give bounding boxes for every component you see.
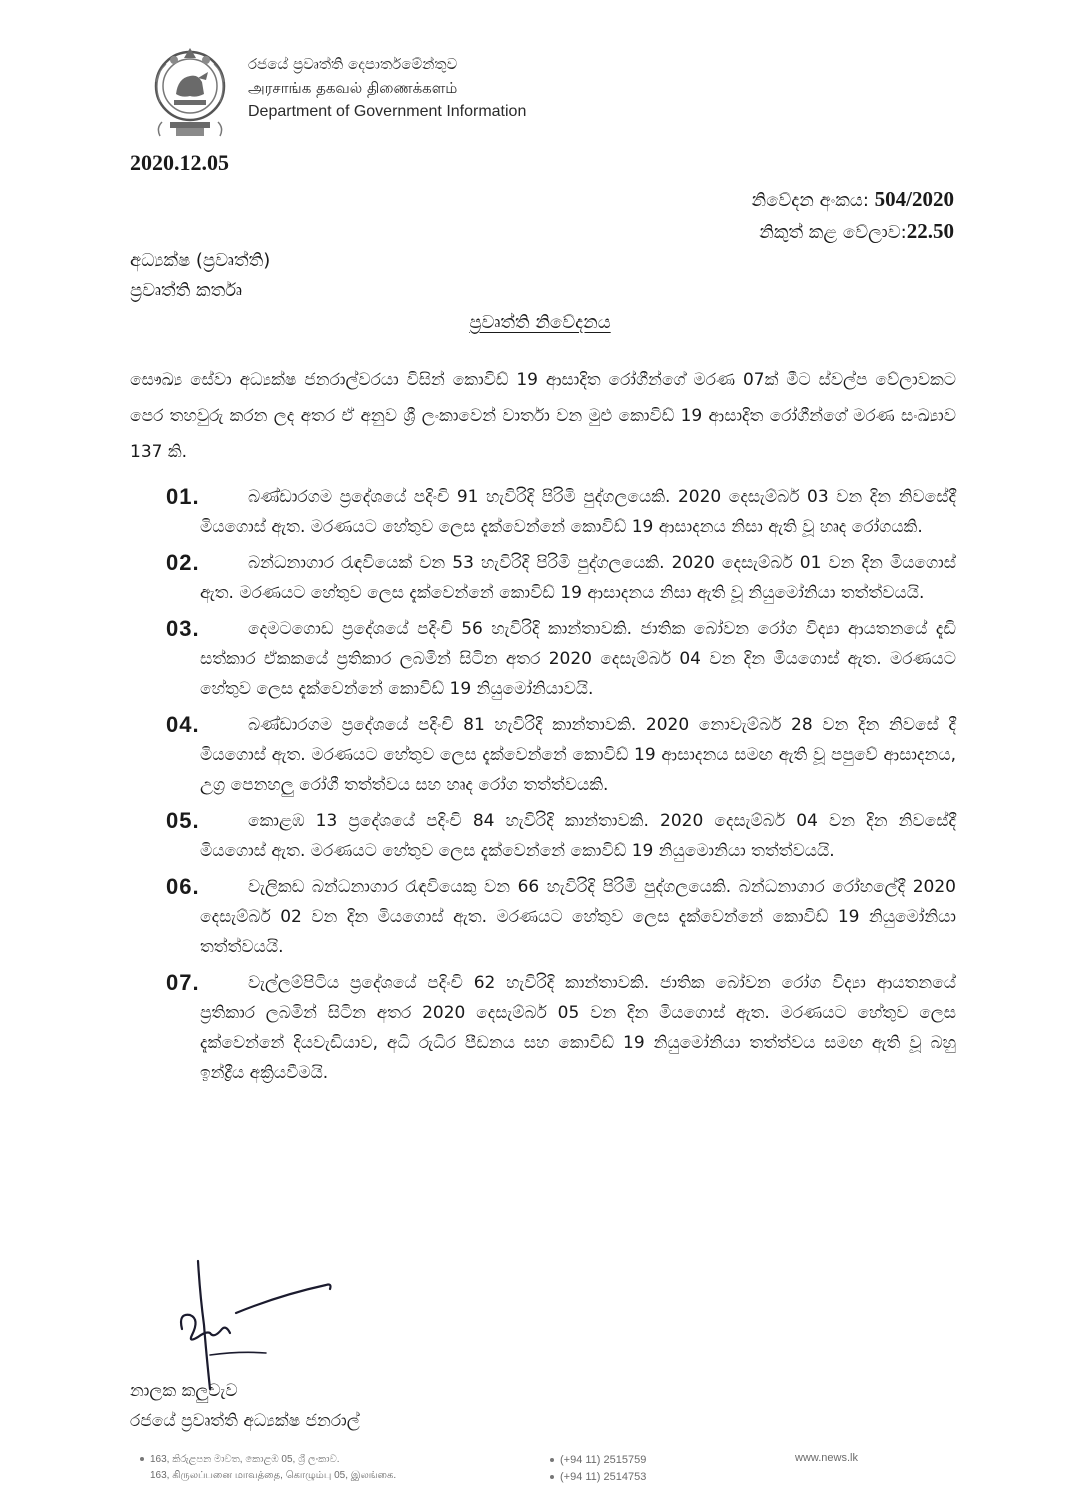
reference-block — [751, 184, 954, 248]
release-date: 2020.12.05 — [130, 150, 229, 175]
intro-paragraph: සෞඛ්‍ය සේවා අධ්‍යක්ෂ ජනරාල්වරයා විසින් කොවිඩ් 19 ආසාදිත රෝගීන්ගේ මරණ 07ක් මීට ස්වල්ප වේලාවකට පෙර තහවුරු කරන ලද අතර ඒ අනුව ශ්‍රී ලංකාවෙන් වාර්තා වන මුළු කොවිඩ් 19 ආසාදිත රෝගීන්ගේ මරණ සංඛ්‍යාව 137 කි. — [130, 370, 956, 462]
list-item — [166, 806, 956, 866]
footer — [140, 1452, 940, 1491]
fax-icon — [550, 1475, 554, 1479]
item-number: 05. — [166, 808, 200, 833]
list-item — [166, 614, 956, 704]
list-item — [166, 710, 956, 800]
footer-website[interactable]: www.news.lk — [795, 1452, 858, 1464]
state-emblem-icon — [140, 42, 240, 142]
signer-name: නාලක කලුවැව — [130, 1381, 238, 1401]
list-item — [166, 482, 956, 542]
footer-phone-text: (+94 11) 2514753 — [560, 1471, 647, 1483]
footer-phone-line — [550, 1469, 646, 1486]
release-time — [751, 216, 954, 248]
death-cases-list — [166, 482, 956, 1094]
footer-address — [140, 1452, 396, 1484]
footer-address-line — [140, 1452, 396, 1468]
item-text: දෙමටගොඩ ප්‍රදේශයේ පදිංචි 56 හැවිරිදි කාන්තාවකි. ජාතික බෝවන රෝග විද්‍යා ආයතනයේ දැඩි සත්කාර ඒකකයේ ප්‍රතිකාර ලබමින් සිටින අතර 2020 දෙසැම්බර් 04 වන දින මියගොස් ඇත. මරණයට හේතුව ලෙස දැක්වෙන්නේ කොවිඩ් 19 නියුමෝනියාවයි. — [200, 619, 956, 699]
item-number: 02. — [166, 550, 200, 575]
document-heading — [0, 312, 1080, 333]
footer-address-text: 163, කිරුළපන මාවත, කොළඹ 05, ශ්‍රී ලංකාව. — [150, 1454, 340, 1465]
letterhead-tamil: அரசாங்க தகவல் திணைக்களம் — [248, 79, 458, 97]
footer-phone-line — [550, 1452, 646, 1469]
item-text: බන්ධනාගාර රැඳවියෙක් වන 53 හැවිරිදි පිරිමි පුද්ගලයෙකි. 2020 දෙසැම්බර් 01 වන දින මියගොස් ඇත. මරණයට හේතුව ලෙස දැක්වෙන්නේ කොවිඩ් 19 ආසාදනය නිසා ඇති වූ නියුමෝනියා තත්ත්වයයි. — [200, 553, 956, 603]
item-text: කොළඹ 13 ප්‍රදේශයේ පදිංචි 84 හැවිරිදි කාන්තාවකි. 2020 දෙසැම්බර් 04 වන දින නිවසේදී මියගොස් ඇත. මරණයට හේතුව ලෙස දැක්වෙන්නේ කොවිඩ් 19 නියුමොනියා තත්ත්වයයි. — [200, 811, 956, 861]
item-text: වැල්ලම්පිටිය ප්‍රදේශයේ පදිංචි 62 හැවිරිදි කාන්තාවකි. ජාතික බෝවන රෝග විද්‍යා ආයතනයේ ප්‍රතිකාර ලබමින් සිටින අතර 2020 දෙසැම්බර් 05 වන දින මියගොස් ඇත. මරණයට හේතුව ලෙස දැක්වෙන්නේ දියවැඩියාව, අධි රුධිර පීඩනය සහ කොවිඩ් 19 නියුමෝනියා තත්ත්වය සමඟ ඇති වූ බහු ඉන්ද්‍රීය අක්‍රියවීමයි. — [200, 973, 956, 1083]
item-number: 06. — [166, 874, 200, 899]
item-text: බණ්ඩාරගම ප්‍රදේශයේ පදිංචි 81 හැවිරිදි කාන්තාවකි. 2020 නොවැම්බර් 28 වන දින නිවසේ දී මියගොස් ඇත. මරණයට හේතුව ලෙස දැක්වෙන්නේ කොවිඩ් 19 ආසාදනය සමඟ ඇති වූ පපුවේ ආසාදනය, උග්‍ර පෙනහලු රෝගී තත්ත්වය සහ හෘද රෝග තත්ත්වයකි. — [200, 715, 956, 795]
heading-text: ප්‍රවෘත්ති නිවේදනය — [469, 312, 611, 333]
item-number: 01. — [166, 484, 200, 509]
handwritten-signature — [170, 1255, 350, 1395]
bullet-icon — [140, 1457, 144, 1461]
release-time-label: නිකුත් කළ වේලාව: — [759, 222, 907, 243]
list-item — [166, 968, 956, 1088]
letterhead-sinhala: රජයේ ප්‍රවෘත්ති දෙපාර්තමේන්තුව — [248, 55, 458, 73]
signer-block — [130, 1376, 360, 1436]
addressee-line: ප්‍රවෘත්ති කර්තෘ — [130, 280, 243, 301]
item-text: වැලිකඩ බන්ධනාගාර රැඳවියෙකු වන 66 හැවිරිදි පිරිමි පුද්ගලයෙකි. බන්ධනාගාර රෝහලේදී 2020 දෙසැම්බර් 02 වන දින මියගොස් ඇත. මරණයට හේතුව ලෙස දැක්වෙන්නේ කොවිඩ් 19 නියුමෝනියා තත්ත්වයයි. — [200, 877, 956, 957]
letterhead — [140, 42, 580, 142]
signer-title: රජයේ ප්‍රවෘත්ති අධ්‍යක්ෂ ජනරාල් — [130, 1411, 360, 1431]
item-text: බණ්ඩාරගම ප්‍රදේශයේ පදිංචි 91 හැවිරිදි පිරිමි පුද්ගලයෙකි. 2020 දෙසැම්බර් 03 වන දින නිවසේදී මියගොස් ඇත. මරණයට හේතුව ලෙස දැක්වෙන්නේ කොවිඩ් 19 ආසාදනය නිසා ඇති වූ හෘද රෝගයකි. — [200, 487, 956, 537]
footer-phones — [550, 1452, 646, 1486]
footer-address-line — [140, 1468, 396, 1484]
letterhead-english: Department of Government Information — [248, 103, 527, 120]
letterhead-text — [248, 52, 526, 124]
release-number-label: නිවේදන අංකය: — [751, 190, 869, 211]
item-number: 03. — [166, 616, 200, 641]
release-number — [751, 184, 954, 216]
footer-address-text: 163, கிருலப்பனை மாவத்தை, கொழும்பு 05, இலங்கை. — [150, 1470, 397, 1481]
addressee — [130, 246, 270, 306]
footer-phone-text: (+94 11) 2515759 — [560, 1454, 647, 1466]
phone-icon — [550, 1458, 554, 1462]
release-number-value: 504/2020 — [874, 187, 954, 211]
item-number: 04. — [166, 712, 200, 737]
release-time-value: 22.50 — [906, 219, 954, 243]
item-number: 07. — [166, 970, 200, 995]
addressee-line: අධ්‍යක්ෂ (ප්‍රවෘත්ති) — [130, 250, 271, 271]
list-item — [166, 548, 956, 608]
list-item — [166, 872, 956, 962]
